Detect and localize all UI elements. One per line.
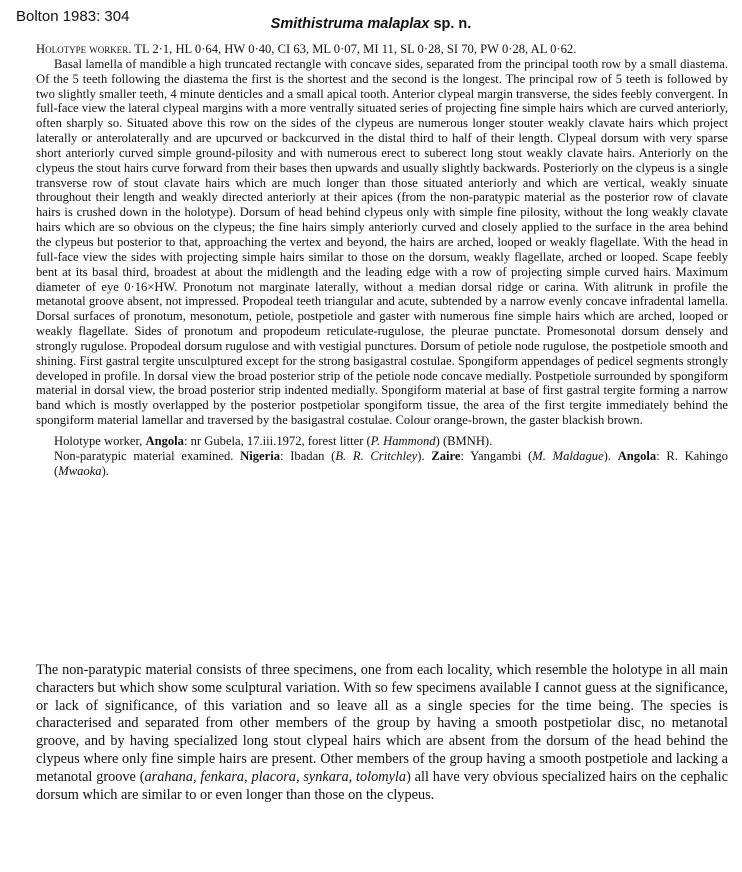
- country-zaire: Zaire: [431, 448, 461, 463]
- nonpara-prefix: Non-paratypic material examined.: [54, 448, 241, 463]
- discussion-text-end: ) all have very obvious specialized hairs on the cephalic dorsum which are similar to or even longer than those on the clypeus.: [36, 768, 728, 803]
- collector-maldague: M. Maldague: [532, 448, 604, 463]
- locality-yangambi: : Yangambi (: [460, 448, 533, 463]
- collector-critchley: B. R. Critchley: [335, 448, 418, 463]
- holotype-material-suffix: ) (BMNH).: [435, 433, 493, 448]
- species-name: Smithistruma malaplax: [270, 16, 430, 32]
- locality-ibadan: : Ibadan (: [280, 448, 336, 463]
- holotype-collector: P. Hammond: [370, 433, 436, 448]
- holotype-description: Basal lamella of mandible a high truncated rectangle with concave sides, separated from the principal tooth row by a small diastema. Of the 5 teeth following the diastema the first is the shortest and the second is the longest. The principal row of 5 teeth is followed by two slightly smaller teeth, 4 minute denticles and a small apical tooth. Anterior clypeal margin transverse, the sides feebly convergent. In full-face view the lateral clypeal margins with a more ventrally situated series of projecting fine simple hairs which are curved anteriorly, often sharply so. Situated above this row on the sides of the clypeus are numerous longer stouter weakly clavate hairs which project laterally or anterolaterally and are upcurved or backcurved in the distal third to half of their length. Clypeal dorsum with very sparse short anteriorly curved simple ground-pilosity and with numerous erect to suberect long stout weakly clavate hairs. Anteriorly on the clypeus the stout hairs curve forward from their bases then upwards and usually slightly backwards. Posteriorly on the clypeus is a single transverse row of stout clavate hairs which are much longer than those situated anteriorly and which are vertical, weakly sinuate throughout their length and weakly directed anteriorly at their apices (from the non-paratypic material as the posterior row of clavate hairs is crushed down in the holotype). Dorsum of head behind clypeus only with simple fine pilosity, without the long weakly clavate hairs which are so obvious on the clypeus; the fine hairs simply anteriorly curved and closely applied to the surface in the area behind the clypeus but posterior to that, approaching the vertex and beyond, the hairs are arched, looped or weakly flagellate. With the head in full-face view the sides with projecting simple hairs similar to those on the dorsum, weakly flagellate, arched or looped. Scape feebly bent at its basal third, broadest at about the midlength and the leading edge with a row of projecting simple curved hairs. Maximum diameter of eye 0·16×HW. Pronotum not marginate laterally, without a median dorsal ridge or carina. With alitrunk in profile the metanotal groove absent, not impressed. Propodeal teeth triangular and acute, subtended by a narrow evenly concave infradental lamella. Dorsal surfaces of pronotum, mesonotum, petiole, postpetiole and gaster with numerous fine simple hairs which are arched, looped or weakly flagellate. Sides of pronotum and propodeum reticulate-rugulose, the pleurae punctate. Promesonotal dorsum densely and strongly rugulose. Propodeal dorsum rugulose and with vestigial punctures. Dorsum of petiole node rugulose, the postpetiole smooth and shining. First gastral tergite unsculptured except for the strong basigastral costulae. Spongiform appendages of pedicel segments strongly developed in profile. In dorsal view the broad posterior strip of the petiole node concave medially. Postpetiole surrounded by spongiform material in dorsal view, the broad posterior strip indented medially. Spongiform material at base of first gastral tergite forming a narrow band which is mostly overlapped by the posterior postpetiolar spongiform tissue, the area of the first tergite immediately behind the spongiform material lamellar and traversed by the basigastral costulae. Colour orange-brown, the gaster blackish brown.: [36, 56, 728, 428]
- holotype-locality: : nr Gubela, 17.iii.1972, forest litter (: [183, 433, 371, 448]
- species-title: [16, 16, 726, 32]
- nonparatypic-material-line: [36, 449, 728, 479]
- page-header: [16, 8, 726, 32]
- holotype-measurements: [36, 42, 728, 57]
- holotype-country: Angola: [145, 433, 184, 448]
- holotype-material-prefix: Holotype worker,: [54, 433, 146, 448]
- country-angola: Angola: [617, 448, 657, 463]
- holotype-material-line: [36, 434, 728, 449]
- discussion-block: [36, 662, 728, 804]
- separator-1: ).: [417, 448, 432, 463]
- measurements-text: TL 2·1, HL 0·64, HW 0·40, CI 63, ML 0·07, MI 11, SL 0·28, SI 70, PW 0·28, AL 0·62.: [131, 42, 577, 56]
- discussion-text: The non-paratypic material consists of three specimens, one from each locality, which resemble the holotype in all main characters but which show some sculptural variation. With so few specimens available I cannot guess at the significance, or lack of significance, of this variation and so leave all as a single species for the time being. The species is characterised and separated from other members of the group by having a smooth postpetiolar disc, no metanotal groove, and by having specialized long stout clypeal hairs which are absent from the dorsum of the head behind the clypeus where only fine simple hairs are present. Other members of the group having a smooth postpetiole and lacking a metanotal groove (: [36, 662, 728, 785]
- discussion-paragraph: [36, 662, 728, 804]
- species-list: arahana, fenkara, placora, synkara, tolomyla: [144, 768, 407, 785]
- material-examined: [36, 434, 728, 479]
- description-block: [36, 42, 728, 478]
- separator-3: ).: [101, 463, 109, 478]
- country-nigeria: Nigeria: [240, 448, 281, 463]
- citation: Bolton 1983: 304: [16, 8, 130, 25]
- species-suffix: sp. n.: [429, 16, 472, 32]
- separator-2: ).: [603, 448, 611, 463]
- locality-kahingo: : R. Kahingo (: [54, 448, 728, 478]
- collector-mwaoka: Mwaoka: [58, 463, 102, 478]
- holotype-label: Holotype worker.: [36, 42, 132, 56]
